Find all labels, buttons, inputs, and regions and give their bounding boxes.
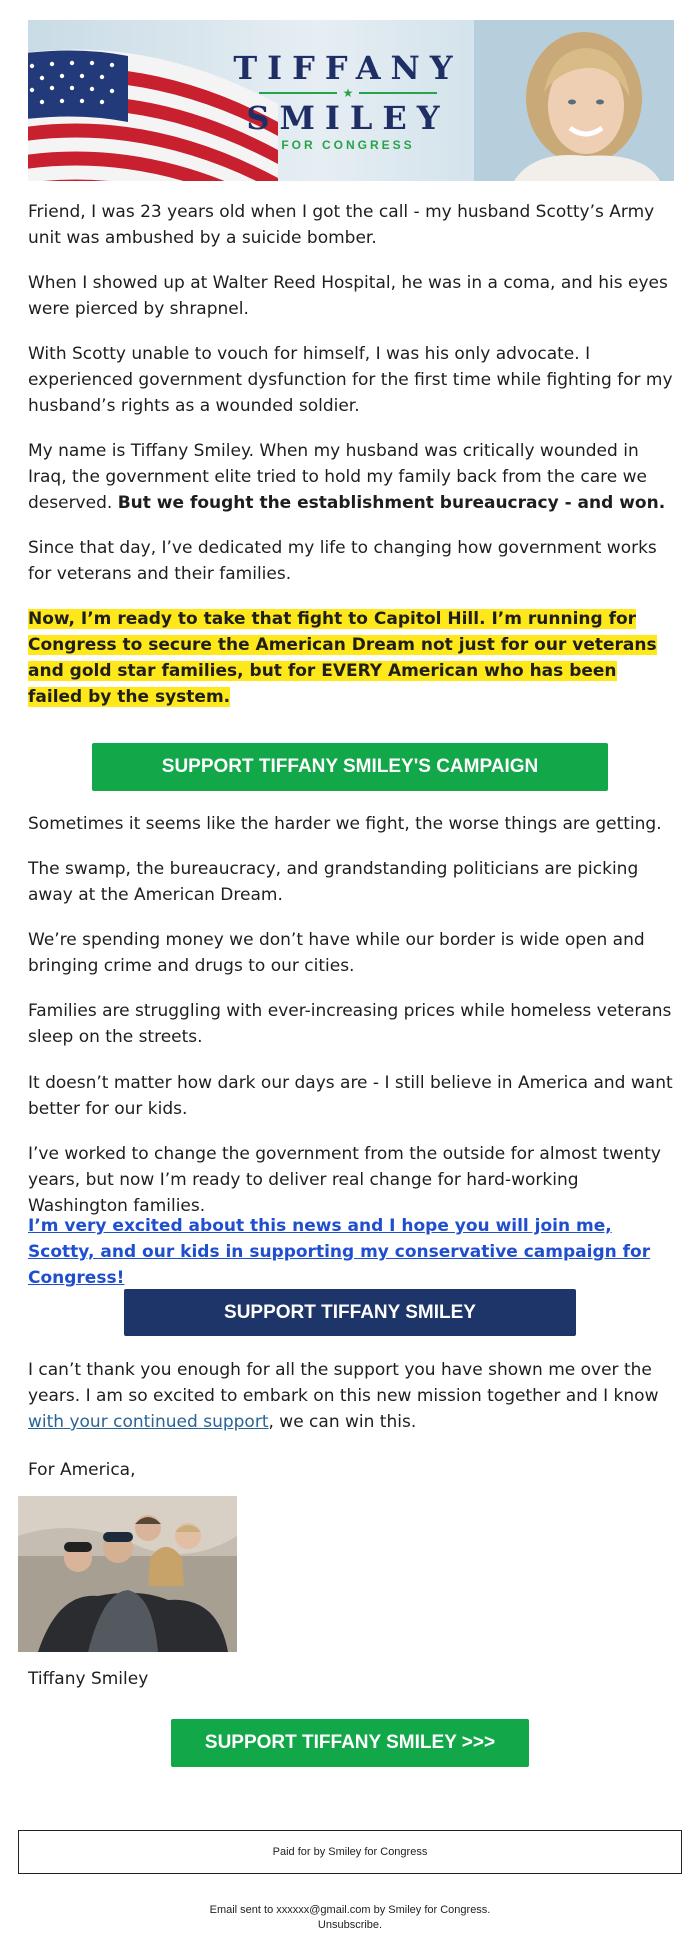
- paid-for-disclaimer: Paid for by Smiley for Congress: [18, 1830, 682, 1874]
- paragraph-join-link: [28, 1213, 674, 1291]
- paragraph-twenty-years: I’ve worked to change the government from the outside for almost twenty years, but now I’m ready to deliver real change for hard-working Washington families.: [28, 1144, 661, 1216]
- paragraph-harder-fight: Sometimes it seems like the harder we fight, the worse things are getting.: [28, 814, 662, 834]
- paragraph-highlight: [28, 606, 674, 710]
- unsubscribe-row: [0, 1919, 700, 1931]
- star-icon: ★: [342, 86, 354, 100]
- paragraph-advocate: With Scotty unable to vouch for himself, I was his only advocate. I experienced government dysfunction for the first time while fighting for my husband’s rights as a wounded soldier.: [28, 344, 673, 416]
- join-campaign-link[interactable]: I’m very excited about this news and I hope you will join me, Scotty, and our kids in supporting my conservative campaign for Congress!: [28, 1216, 651, 1288]
- support-smiley-button[interactable]: SUPPORT TIFFANY SMILEY: [124, 1289, 576, 1336]
- recipient-email[interactable]: xxxxxx@gmail.com: [276, 1904, 371, 1916]
- continued-support-link[interactable]: with your continued support: [28, 1412, 269, 1432]
- bold-statement: But we fought the establishment bureaucracy - and won.: [117, 493, 666, 513]
- header-banner: [28, 20, 674, 181]
- paragraph-intro: Friend, I was 23 years old when I got the call - my husband Scotty’s Army unit was ambushed by a suicide bomber.: [28, 202, 655, 248]
- candidate-portrait-image: [474, 20, 674, 181]
- paragraph-spending: We’re spending money we don’t have while our border is wide open and bringing crime and drugs to our cities.: [28, 930, 645, 976]
- logo-first-name: TIFFANY: [233, 49, 463, 87]
- support-smiley-arrow-button[interactable]: SUPPORT TIFFANY SMILEY >>>: [171, 1719, 529, 1767]
- email-sent-notice: Email sent to xxxxxx@gmail.com by Smiley for Congress.: [209, 1904, 491, 1916]
- unsubscribe-link[interactable]: Unsubscribe.: [317, 1919, 383, 1931]
- paragraph-walter-reed: When I showed up at Walter Reed Hospital, he was in a coma, and his eyes were pierced by shrapnel.: [28, 273, 668, 319]
- family-photo: [18, 1496, 237, 1652]
- paragraph-families: Families are struggling with ever-increasing prices while homeless veterans sleep on the streets.: [28, 1001, 672, 1047]
- campaign-logo: [218, 50, 478, 152]
- signoff-text: For America,: [28, 1460, 136, 1480]
- paragraph-dedication: Since that day, I’ve dedicated my life to changing how government works for veterans and their families.: [28, 538, 657, 584]
- paragraph-swamp: The swamp, the bureaucracy, and grandstanding politicians are picking away at the American Dream.: [28, 859, 639, 905]
- highlighted-announcement: Now, I’m ready to take that fight to Capitol Hill. I’m running for Congress to secure the American Dream not just for our veterans and gold star families, but for EVERY American who has been failed by the system.: [28, 609, 657, 707]
- paragraph-believe: It doesn’t matter how dark our days are - I still believe in America and want better for our kids.: [28, 1073, 673, 1119]
- signature-name: Tiffany Smiley: [28, 1669, 149, 1689]
- paragraph-name: My name is Tiffany Smiley. When my husband was critically wounded in Iraq, the government elite tried to hold my family back from the care we deserved. But we fought the establishment bureaucracy - and won.: [28, 441, 666, 513]
- logo-last-name: SMILEY: [246, 99, 450, 137]
- support-campaign-button[interactable]: SUPPORT TIFFANY SMILEY'S CAMPAIGN: [92, 743, 608, 791]
- paragraph-thanks: I can’t thank you enough for all the support you have shown me over the years. I am so excited to embark on this new mission together and I know with your continued support, we can win this.: [28, 1360, 659, 1432]
- logo-tagline: FOR CONGRESS: [281, 138, 415, 152]
